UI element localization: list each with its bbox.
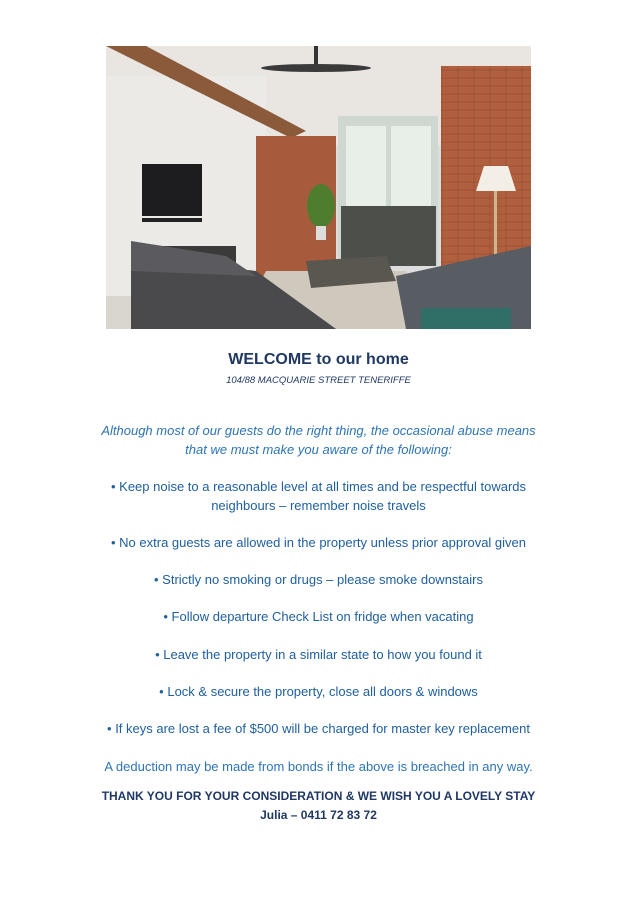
contact-info: Julia – 0411 72 83 72 <box>260 808 377 822</box>
rule-line: • Follow departure Check List on fridge when vacating <box>163 609 474 624</box>
thank-you-text: THANK YOU FOR YOUR CONSIDERATION & WE WISH YOU A LOVELY STAY <box>101 789 536 803</box>
rule-line: • Lock & secure the property, close all doors & windows <box>159 684 478 699</box>
property-address: 104/88 MACQUARIE STREET TENERIFFE <box>226 375 411 386</box>
intro-text <box>60 421 577 459</box>
rule-checklist <box>60 607 577 626</box>
page-title: WELCOME to our home <box>228 351 409 368</box>
rule-no-smoking <box>60 570 577 589</box>
rule-line: • No extra guests are allowed in the property unless prior approval given <box>111 535 526 550</box>
rule-line: neighbours – remember noise travels <box>211 498 426 513</box>
rule-line: • Strictly no smoking or drugs – please smoke downstairs <box>154 572 483 587</box>
living-room-photo <box>106 46 531 329</box>
rule-lock-secure <box>60 682 577 701</box>
intro-line: Although most of our guests do the right thing, the occasional abuse means <box>101 423 536 438</box>
intro-line: that we must make you aware of the following: <box>185 442 452 457</box>
deduction-notice: A deduction may be made from bonds if the above is breached in any way. <box>104 759 533 774</box>
rule-line: • If keys are lost a fee of $500 will be charged for master key replacement <box>107 721 530 736</box>
rule-line: • Keep noise to a reasonable level at all times and be respectful towards <box>110 479 527 494</box>
rule-noise <box>60 477 577 515</box>
rule-line: • Leave the property in a similar state to how you found it <box>155 647 482 662</box>
rule-lost-keys <box>60 719 577 738</box>
rule-extra-guests <box>60 533 577 552</box>
rule-leave-property <box>60 645 577 664</box>
